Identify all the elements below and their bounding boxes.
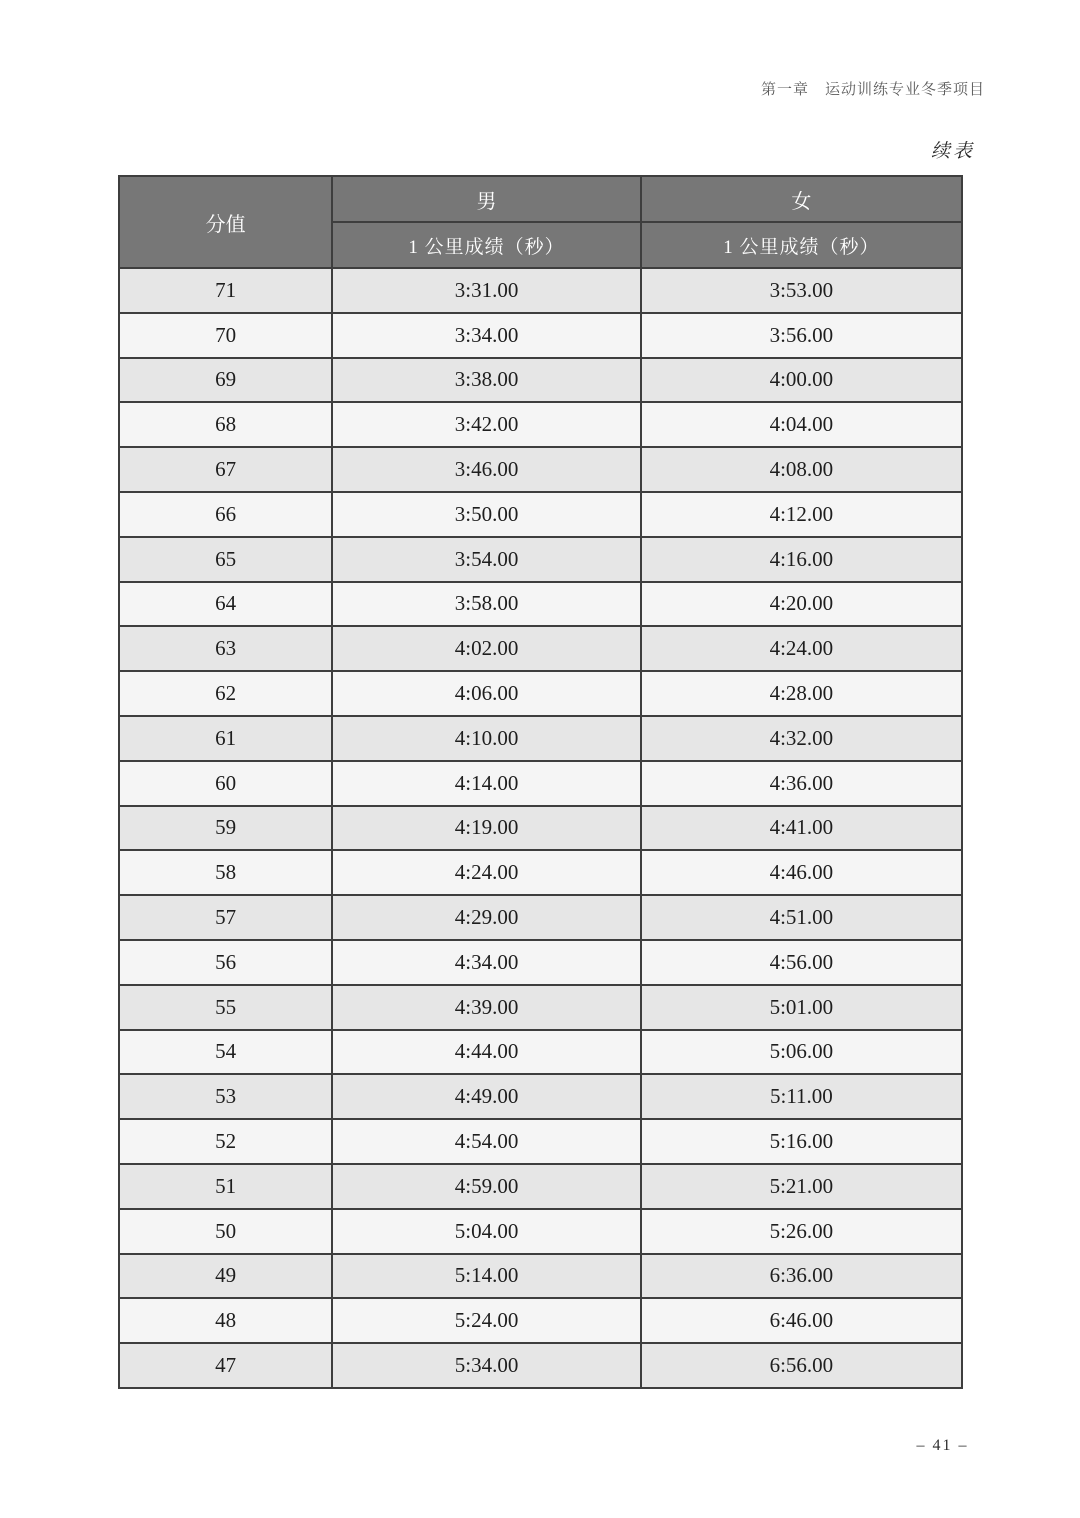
table-row [119,671,962,716]
score-cell: 49 [119,1254,332,1299]
female-time-cell: 4:16.00 [641,537,962,582]
female-time-cell: 5:26.00 [641,1209,962,1254]
table-row [119,313,962,358]
table-row [119,850,962,895]
female-time-cell: 6:36.00 [641,1254,962,1299]
table-row [119,268,962,313]
score-cell: 59 [119,806,332,851]
male-time-cell: 5:14.00 [332,1254,641,1299]
score-cell: 63 [119,626,332,671]
male-time-cell: 3:38.00 [332,358,641,403]
female-time-cell: 5:11.00 [641,1074,962,1119]
male-time-cell: 3:58.00 [332,582,641,627]
score-cell: 57 [119,895,332,940]
score-cell: 55 [119,985,332,1030]
score-cell: 56 [119,940,332,985]
female-time-cell: 5:21.00 [641,1164,962,1209]
table-row [119,1164,962,1209]
female-time-cell: 4:32.00 [641,716,962,761]
female-time-cell: 4:41.00 [641,806,962,851]
table-row [119,492,962,537]
male-time-cell: 4:59.00 [332,1164,641,1209]
score-cell: 48 [119,1298,332,1343]
table-row [119,895,962,940]
table-row [119,537,962,582]
table-row [119,582,962,627]
female-time-cell: 4:36.00 [641,761,962,806]
score-cell: 51 [119,1164,332,1209]
female-time-cell: 5:01.00 [641,985,962,1030]
column-header-male: 男 [332,176,641,222]
male-time-cell: 3:54.00 [332,537,641,582]
score-cell: 47 [119,1343,332,1388]
male-time-cell: 4:06.00 [332,671,641,716]
male-time-cell: 4:54.00 [332,1119,641,1164]
table-row [119,358,962,403]
male-time-cell: 4:24.00 [332,850,641,895]
male-time-cell: 4:49.00 [332,1074,641,1119]
table-row [119,402,962,447]
table-body [119,268,962,1388]
table-row [119,1254,962,1299]
male-time-cell: 5:24.00 [332,1298,641,1343]
female-time-cell: 4:51.00 [641,895,962,940]
score-table [118,175,963,1389]
score-cell: 71 [119,268,332,313]
score-cell: 68 [119,402,332,447]
female-time-cell: 4:04.00 [641,402,962,447]
table-row [119,985,962,1030]
score-cell: 70 [119,313,332,358]
score-cell: 53 [119,1074,332,1119]
male-time-cell: 3:50.00 [332,492,641,537]
male-time-cell: 4:39.00 [332,985,641,1030]
female-time-cell: 3:53.00 [641,268,962,313]
male-time-cell: 4:29.00 [332,895,641,940]
score-cell: 67 [119,447,332,492]
score-cell: 61 [119,716,332,761]
page-number: – 41 – [916,1437,969,1454]
male-time-cell: 3:46.00 [332,447,641,492]
female-time-cell: 3:56.00 [641,313,962,358]
table-row [119,447,962,492]
continuation-table-label: 续表 [930,141,975,162]
table-row [119,716,962,761]
score-cell: 60 [119,761,332,806]
score-cell: 66 [119,492,332,537]
male-time-cell: 5:04.00 [332,1209,641,1254]
female-time-cell: 4:00.00 [641,358,962,403]
table-row [119,1030,962,1075]
column-header-female: 女 [641,176,962,222]
table-row [119,806,962,851]
score-cell: 52 [119,1119,332,1164]
male-time-cell: 4:02.00 [332,626,641,671]
male-time-cell: 3:31.00 [332,268,641,313]
female-time-cell: 4:28.00 [641,671,962,716]
score-table-header [119,176,962,268]
column-subheader-male-1km: 1 公里成绩（秒） [332,222,641,268]
female-time-cell: 6:46.00 [641,1298,962,1343]
column-subheader-female-1km: 1 公里成绩（秒） [641,222,962,268]
score-cell: 64 [119,582,332,627]
male-time-cell: 3:42.00 [332,402,641,447]
table-row [119,626,962,671]
table-row [119,1074,962,1119]
score-cell: 69 [119,358,332,403]
score-cell: 65 [119,537,332,582]
female-time-cell: 5:16.00 [641,1119,962,1164]
table-row [119,940,962,985]
column-header-score: 分值 [119,176,332,268]
female-time-cell: 4:56.00 [641,940,962,985]
female-time-cell: 6:56.00 [641,1343,962,1388]
male-time-cell: 5:34.00 [332,1343,641,1388]
table-row [119,1343,962,1388]
male-time-cell: 4:44.00 [332,1030,641,1075]
score-cell: 54 [119,1030,332,1075]
male-time-cell: 4:10.00 [332,716,641,761]
table-row [119,1298,962,1343]
female-time-cell: 4:24.00 [641,626,962,671]
female-time-cell: 5:06.00 [641,1030,962,1075]
table-row [119,1209,962,1254]
table-row [119,1119,962,1164]
score-cell: 58 [119,850,332,895]
table-row [119,761,962,806]
female-time-cell: 4:08.00 [641,447,962,492]
male-time-cell: 4:14.00 [332,761,641,806]
female-time-cell: 4:12.00 [641,492,962,537]
running-header: 第一章 运动训练专业冬季项目 [760,81,985,98]
female-time-cell: 4:46.00 [641,850,962,895]
male-time-cell: 3:34.00 [332,313,641,358]
male-time-cell: 4:34.00 [332,940,641,985]
score-cell: 62 [119,671,332,716]
score-cell: 50 [119,1209,332,1254]
male-time-cell: 4:19.00 [332,806,641,851]
female-time-cell: 4:20.00 [641,582,962,627]
